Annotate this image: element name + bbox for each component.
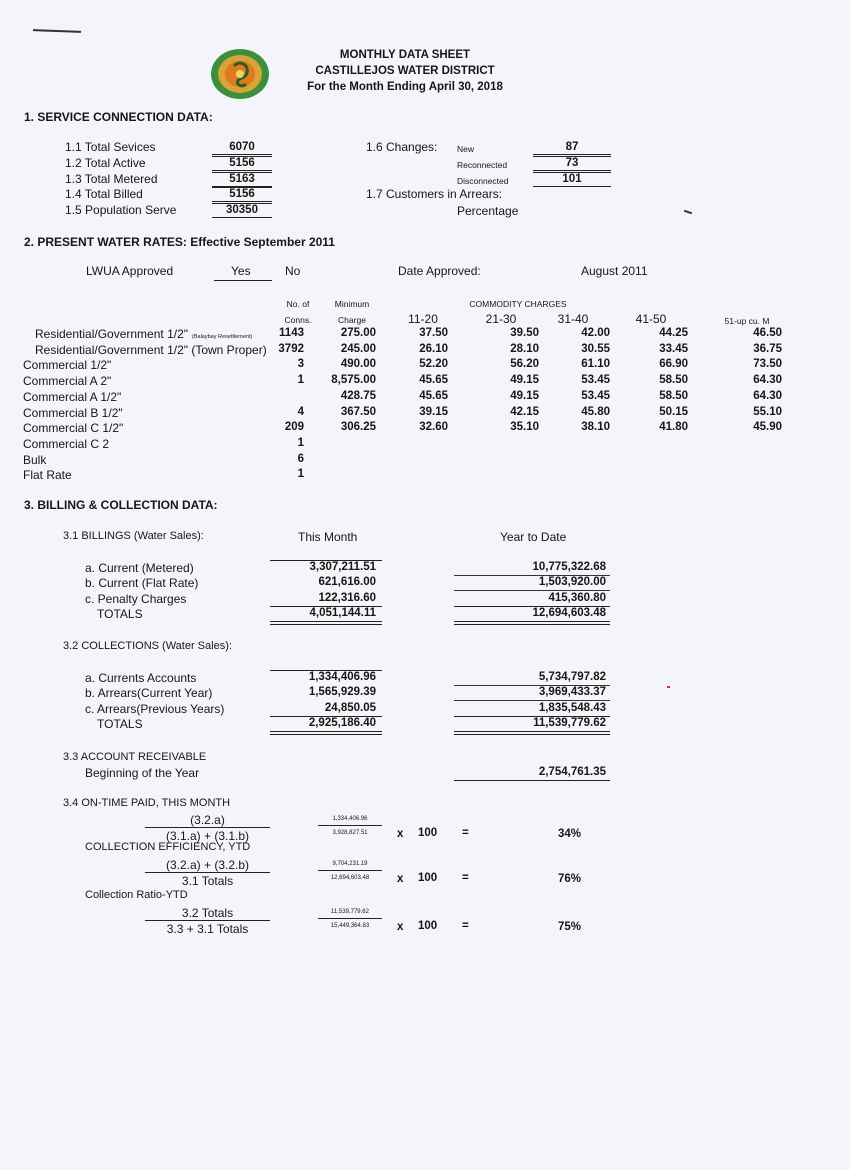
change-value: 87 bbox=[533, 141, 611, 155]
ratio-title: COLLECTION EFFICIENCY, YTD bbox=[85, 841, 251, 853]
changes-label: 1.6 Changes: bbox=[366, 140, 438, 154]
year-to-date-header: Year to Date bbox=[500, 530, 567, 544]
lwua-approved-label: LWUA Approved bbox=[86, 264, 174, 278]
collection-row-ytd: 3,969,433.37 bbox=[538, 686, 606, 699]
rate-row-commodity: 41.80 bbox=[659, 421, 688, 434]
rate-row-commodity: 44.25 bbox=[659, 327, 688, 339]
collection-total-rule bbox=[454, 731, 610, 735]
arrears-label: 1.7 Customers in Arrears: bbox=[366, 187, 503, 201]
rate-row-commodity: 32.60 bbox=[419, 421, 448, 434]
rate-row-commodity: 53.45 bbox=[581, 389, 610, 402]
page-title: MONTHLY DATA SHEET bbox=[339, 49, 471, 61]
account-receivable-value: 2,754,761.35 bbox=[538, 766, 606, 778]
rate-row-min-charge: 8,575.00 bbox=[331, 374, 376, 387]
billing-row-label: a. Current (Metered) bbox=[85, 561, 194, 575]
billings-label: 3.1 BILLINGS (Water Sales): bbox=[63, 530, 204, 542]
col-header-bracket: 31-40 bbox=[557, 312, 589, 326]
rate-row-note: (Balaybay Resettlement) bbox=[192, 334, 253, 340]
rate-row-commodity: 38.10 bbox=[581, 421, 610, 434]
rate-row-name: Commercial C 2 bbox=[23, 436, 110, 451]
col-header-conns: Conns. bbox=[284, 315, 312, 325]
account-receivable-sub: Beginning of the Year bbox=[85, 766, 200, 780]
billing-total-rule bbox=[270, 621, 382, 625]
col-header-commodity: COMMODITY CHARGES bbox=[469, 299, 567, 309]
rate-row-conns: 4 bbox=[297, 405, 304, 418]
collection-row-label: b. Arrears(Current Year) bbox=[85, 686, 213, 701]
billing-row-month: 621,616.00 bbox=[318, 576, 376, 589]
col-header-bracket: 11-20 bbox=[408, 312, 438, 326]
rate-row-conns: 3792 bbox=[278, 342, 304, 355]
collection-row-label: c. Arrears(Previous Years) bbox=[85, 701, 225, 716]
change-label: Disconnected bbox=[457, 176, 509, 186]
collection-row-ytd: 1,835,548.43 bbox=[538, 701, 606, 714]
rate-row-min-charge: 306.25 bbox=[340, 421, 376, 434]
ratio-times: x bbox=[397, 921, 404, 933]
yes-option: Yes bbox=[231, 264, 251, 278]
ratio-denominator-label: 3.3 + 3.1 Totals bbox=[166, 922, 249, 936]
ar-rule bbox=[454, 780, 610, 781]
col-header-bracket: 41-50 bbox=[635, 312, 667, 326]
rate-row-commodity: 49.15 bbox=[510, 374, 539, 387]
rate-row-commodity: 42.00 bbox=[581, 327, 610, 339]
rate-row-commodity: 39.15 bbox=[419, 405, 448, 418]
rate-row-commodity: 61.10 bbox=[581, 358, 610, 371]
ratio-denominator-value: 3,928,827.51 bbox=[332, 830, 368, 836]
this-month-header: This Month bbox=[298, 530, 358, 544]
yes-underline bbox=[214, 280, 272, 281]
ratio-equals: = bbox=[462, 920, 469, 932]
rate-row-name: Commercial 1/2" bbox=[23, 358, 112, 373]
ratio-numerator-label: (3.2.a) + (3.2.b) bbox=[165, 858, 250, 872]
collection-row-label: TOTALS bbox=[97, 716, 143, 731]
rate-row-commodity: 33.45 bbox=[659, 342, 688, 355]
rate-row-name: Bulk bbox=[23, 452, 47, 467]
rate-row-commodity: 64.30 bbox=[753, 389, 782, 402]
rate-row-commodity: 52.20 bbox=[419, 358, 448, 371]
rate-row-conns: 1 bbox=[297, 468, 304, 481]
scan-mark bbox=[667, 686, 670, 688]
billing-total-rule bbox=[454, 621, 610, 625]
service-item-value: 5163 bbox=[212, 172, 272, 187]
rate-row-name: Residential/Government 1/2" (Town Proper) bbox=[35, 342, 267, 357]
ratio-equals: = bbox=[462, 872, 469, 884]
rate-row-commodity: 66.90 bbox=[659, 358, 688, 371]
rate-row-commodity: 45.90 bbox=[753, 421, 782, 434]
rate-row-name: Commercial B 1/2" bbox=[23, 405, 123, 420]
rate-row-name: Residential/Government 1/2" (Balaybay Resettlement) bbox=[35, 327, 253, 341]
ratio-numerator-value: 9,704,231.19 bbox=[332, 861, 368, 867]
rate-row-commodity: 36.75 bbox=[753, 342, 782, 355]
ratio-fraction-bar bbox=[145, 920, 270, 921]
ratio-times: x bbox=[397, 828, 404, 840]
billing-top-rule bbox=[270, 560, 382, 561]
rate-row-name: Flat Rate bbox=[23, 468, 72, 483]
ratio-numerator-label: 3.2 Totals bbox=[181, 906, 234, 920]
date-approved-value: August 2011 bbox=[581, 264, 648, 278]
rate-row-commodity: 58.50 bbox=[659, 389, 688, 402]
ratio-result: 75% bbox=[558, 921, 582, 933]
organization-name: CASTILLEJOS WATER DISTRICT bbox=[315, 65, 495, 77]
ratio-numerator-label: (3.2.a) bbox=[190, 813, 225, 827]
ratio-numerator-value: 1,334,406.96 bbox=[332, 816, 368, 822]
date-approved-label: Date Approved: bbox=[398, 264, 481, 278]
ratio-denominator-value: 15,449,364.83 bbox=[330, 923, 370, 929]
ratio-denominator-label: (3.1.a) + (3.1.b) bbox=[165, 829, 250, 843]
rate-row-commodity: 45.65 bbox=[419, 389, 448, 402]
ratio-result: 34% bbox=[558, 828, 582, 840]
rate-row-conns: 6 bbox=[297, 452, 304, 465]
rate-row-commodity: 53.45 bbox=[581, 374, 610, 387]
ratio-times: x bbox=[397, 873, 404, 885]
rate-row-commodity: 28.10 bbox=[510, 342, 539, 355]
service-item-value: 5156 bbox=[212, 156, 272, 171]
rate-row-name: Commercial A 2" bbox=[23, 374, 112, 389]
rate-row-conns: 1 bbox=[297, 436, 304, 449]
rate-row-commodity: 39.50 bbox=[510, 327, 539, 339]
collections-label: 3.2 COLLECTIONS (Water Sales): bbox=[63, 640, 232, 652]
col-header-charge: Charge bbox=[338, 315, 366, 325]
rate-row-commodity: 55.10 bbox=[753, 405, 782, 418]
billing-row-label: TOTALS bbox=[97, 606, 143, 621]
collection-row-month: 1,334,406.96 bbox=[308, 671, 376, 683]
rate-row-commodity: 42.15 bbox=[510, 405, 539, 418]
rate-row-min-charge: 245.00 bbox=[340, 342, 376, 355]
ratio-value-bar bbox=[318, 918, 382, 919]
rate-row-commodity: 64.30 bbox=[753, 374, 782, 387]
billing-row-month: 4,051,144.11 bbox=[309, 606, 376, 619]
ratio-fraction-bar bbox=[145, 827, 270, 828]
collection-row-month: 24,850.05 bbox=[324, 701, 376, 714]
rate-row-commodity: 45.65 bbox=[419, 374, 448, 387]
rate-row-conns: 209 bbox=[284, 421, 304, 434]
collection-row-ytd: 11,539,779.62 bbox=[533, 716, 606, 729]
change-value: 101 bbox=[533, 172, 611, 187]
rate-row-conns: 1 bbox=[297, 374, 304, 387]
rate-row-commodity: 56.20 bbox=[510, 358, 539, 371]
billing-row-ytd: 12,694,603.48 bbox=[532, 606, 606, 619]
ratio-numerator-value: 11,539,779.62 bbox=[331, 909, 369, 915]
change-value: 73 bbox=[533, 156, 611, 171]
section-1-heading: 1. SERVICE CONNECTION DATA: bbox=[24, 110, 213, 124]
billing-row-label: c. Penalty Charges bbox=[85, 591, 187, 606]
collection-row-month: 1,565,929.39 bbox=[308, 686, 376, 699]
service-item-label: 1.5 Population Serve bbox=[65, 203, 177, 217]
rate-row-min-charge: 428.75 bbox=[340, 389, 376, 402]
collection-row-label: a. Currents Accounts bbox=[85, 671, 197, 685]
service-item-value: 6070 bbox=[212, 141, 272, 155]
change-label: Reconnected bbox=[457, 160, 508, 170]
district-logo bbox=[210, 48, 270, 100]
on-time-paid-label: 3.4 ON-TIME PAID, THIS MONTH bbox=[63, 797, 231, 809]
ratio-denominator-label: 3.1 Totals bbox=[181, 874, 234, 888]
rate-row-commodity: 58.50 bbox=[659, 374, 688, 387]
collection-row-ytd: 5,734,797.82 bbox=[538, 671, 606, 683]
collection-total-rule bbox=[270, 731, 382, 735]
rate-row-conns: 3 bbox=[297, 358, 304, 371]
rate-row-min-charge: 367.50 bbox=[340, 405, 376, 418]
billing-row-month: 122,316.60 bbox=[318, 591, 376, 604]
rate-row-name: Commercial A 1/2" bbox=[23, 389, 122, 404]
col-header-bracket: 21-30 bbox=[485, 312, 517, 326]
rate-row-commodity: 49.15 bbox=[510, 389, 539, 402]
service-item-label: 1.3 Total Metered bbox=[65, 172, 158, 186]
service-item-value: 5156 bbox=[212, 187, 272, 202]
scan-mark bbox=[33, 29, 81, 33]
service-item-label: 1.4 Total Billed bbox=[65, 187, 143, 201]
ratio-hundred: 100 bbox=[418, 827, 438, 839]
service-item-value: 30350 bbox=[212, 203, 272, 218]
rate-row-commodity: 50.15 bbox=[659, 405, 688, 418]
rate-row-commodity: 46.50 bbox=[753, 327, 782, 339]
ratio-denominator-value: 12,694,603.48 bbox=[330, 875, 370, 881]
billing-row-label: b. Current (Flat Rate) bbox=[85, 576, 199, 591]
rate-row-commodity: 37.50 bbox=[419, 327, 448, 339]
rate-row-commodity: 73.50 bbox=[753, 358, 782, 371]
collection-top-rule bbox=[270, 670, 382, 671]
service-item-label: 1.1 Total Sevices bbox=[65, 140, 156, 154]
report-period: For the Month Ending April 30, 2018 bbox=[307, 81, 503, 93]
scan-mark bbox=[684, 210, 692, 215]
ratio-value-bar bbox=[318, 825, 382, 826]
rate-row-conns: 1143 bbox=[279, 327, 304, 339]
col-header-no-of: No. of bbox=[286, 299, 310, 309]
ratio-title: Collection Ratio-YTD bbox=[85, 889, 188, 901]
ratio-hundred: 100 bbox=[418, 920, 438, 932]
col-header-bracket: 51-up cu. M bbox=[724, 316, 770, 326]
ratio-hundred: 100 bbox=[418, 872, 438, 884]
ratio-equals: = bbox=[462, 827, 469, 839]
billing-row-ytd: 1,503,920.00 bbox=[538, 576, 606, 589]
col-header-minimum: Minimum bbox=[334, 299, 370, 309]
service-item-label: 1.2 Total Active bbox=[65, 156, 146, 170]
section-3-heading: 3. BILLING & COLLECTION DATA: bbox=[24, 498, 218, 512]
rate-row-commodity: 26.10 bbox=[419, 342, 448, 355]
section-2-heading: 2. PRESENT WATER RATES: Effective September 2011 bbox=[24, 235, 335, 249]
no-option: No bbox=[285, 264, 301, 278]
ratio-fraction-bar bbox=[145, 872, 270, 873]
billing-row-ytd: 415,360.80 bbox=[548, 591, 606, 604]
ratio-value-bar bbox=[318, 870, 382, 871]
rate-row-commodity: 35.10 bbox=[510, 421, 539, 434]
account-receivable-label: 3.3 ACCOUNT RECEIVABLE bbox=[63, 751, 207, 763]
rate-row-min-charge: 275.00 bbox=[340, 327, 376, 339]
billing-row-ytd: 10,775,322.68 bbox=[532, 561, 606, 573]
percentage-label: Percentage bbox=[457, 204, 519, 218]
rate-row-commodity: 30.55 bbox=[581, 342, 610, 355]
rate-row-commodity: 45.80 bbox=[581, 405, 610, 418]
collection-row-month: 2,925,186.40 bbox=[308, 716, 376, 729]
rate-row-name: Commercial C 1/2" bbox=[23, 421, 124, 436]
change-label: New bbox=[457, 144, 475, 154]
rate-row-min-charge: 490.00 bbox=[340, 358, 376, 371]
ratio-result: 76% bbox=[558, 873, 582, 885]
billing-row-month: 3,307,211.51 bbox=[309, 561, 376, 573]
